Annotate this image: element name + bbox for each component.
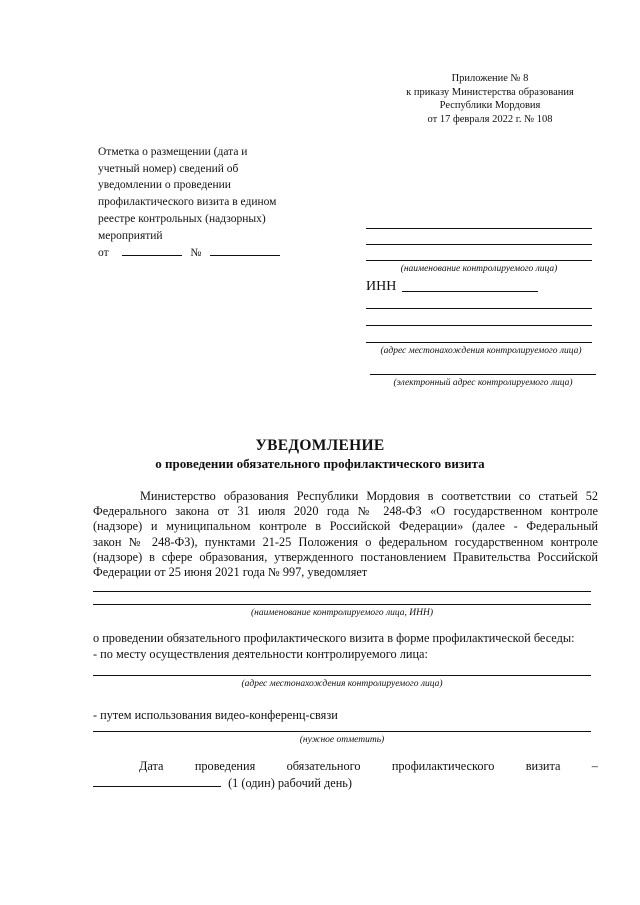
date-word: визита xyxy=(525,759,561,773)
appendix-region: Республики Мордовия xyxy=(439,100,541,111)
inn-row xyxy=(366,279,396,295)
registry-mark-line: уведомлении о проведении xyxy=(98,179,231,192)
registry-mark-line: профилактического визита в едином xyxy=(98,196,277,209)
registry-date-field[interactable] xyxy=(122,244,182,256)
appendix-header xyxy=(390,72,590,126)
visit-date-row xyxy=(93,759,598,774)
visit-date-field[interactable] xyxy=(93,775,221,787)
document-subtitle: о проведении обязательного профилактического визита xyxy=(155,456,485,471)
option-video-text: - путем использования видео-конференц-связи xyxy=(93,708,338,722)
body-line: Федерального закона от 31 июля 2020 года № 248-ФЗ «О государственном контроле xyxy=(93,504,598,519)
address-caption: (адрес местонахождения контролируемого лица) xyxy=(380,346,582,356)
registry-mark xyxy=(98,144,298,262)
address-line-1[interactable] xyxy=(366,308,592,309)
date-word: – xyxy=(591,759,598,773)
address-line-2[interactable] xyxy=(366,325,592,326)
recipient-caption: (наименование контролируемого лица, ИНН) xyxy=(250,608,433,618)
body-line: закон № 248-ФЗ), пунктами 21-25 Положения о федеральном государственном контроле xyxy=(93,534,598,549)
visit-date-tail-row xyxy=(93,775,352,791)
registry-mark-line: мероприятий xyxy=(98,229,163,242)
document-title: УВЕДОМЛЕНИЕ xyxy=(255,437,385,454)
body-line: (надзоре) и муниципальном контроле в Российской Федерации» (далее - Федеральный xyxy=(93,519,598,534)
body-line: Министерство образования Республики Мордовия в соответствии со статьей 52 xyxy=(140,489,598,503)
email-caption: (электронный адрес контролируемого лица) xyxy=(393,378,573,388)
body-line: (надзоре) в сфере образования, утвержденного постановлением Правительства Российской xyxy=(93,549,598,564)
place-caption: (адрес местонахождения контролируемого лица) xyxy=(241,679,443,689)
name-caption: (наименование контролируемого лица) xyxy=(400,264,558,274)
option-place-text: - по месту осуществления деятельности контролируемого лица: xyxy=(93,647,428,661)
recipient-line-1[interactable] xyxy=(93,591,591,592)
addressee-name-line-2[interactable] xyxy=(366,244,592,245)
mark-caption: (нужное отметить) xyxy=(299,735,385,745)
registry-mark-line: Отметка о размещении (дата и xyxy=(98,146,248,158)
place-address-line[interactable] xyxy=(93,675,591,676)
address-line-3[interactable] xyxy=(366,342,592,343)
email-line[interactable] xyxy=(370,374,596,375)
date-word: Дата xyxy=(139,759,164,773)
addressee-name-line-1[interactable] xyxy=(366,228,592,229)
registry-mark-line: реестре контрольных (надзорных) xyxy=(98,212,266,225)
date-word: обязательного xyxy=(286,759,361,773)
visit-form-text: о проведении обязательного профилактического визита в форме профилактической беседы: xyxy=(93,631,575,645)
registry-number-field[interactable] xyxy=(210,244,280,256)
registry-mark-date-row xyxy=(98,244,298,262)
appendix-order: к приказу Министерства образования xyxy=(406,86,574,98)
from-label: от xyxy=(98,247,109,260)
number-label: № xyxy=(190,247,202,260)
body-line: Федерации от 25 июня 2021 года № 997, уведомляет xyxy=(93,565,368,580)
inn-field[interactable] xyxy=(402,291,538,292)
recipient-line-2[interactable] xyxy=(93,604,591,605)
inn-label: ИНН xyxy=(366,279,397,294)
date-word: проведения xyxy=(194,759,256,773)
appendix-date: от 17 февраля 2022 г. № 108 xyxy=(427,113,553,125)
mark-line[interactable] xyxy=(93,731,591,732)
body-paragraph xyxy=(93,489,598,580)
registry-mark-line: учетный номер) сведений об xyxy=(98,162,239,175)
appendix-number: Приложение № 8 xyxy=(451,73,529,84)
visit-date-duration: (1 (один) рабочий день) xyxy=(228,776,352,790)
date-word: профилактического xyxy=(391,759,495,773)
addressee-name-line-3[interactable] xyxy=(366,260,592,261)
